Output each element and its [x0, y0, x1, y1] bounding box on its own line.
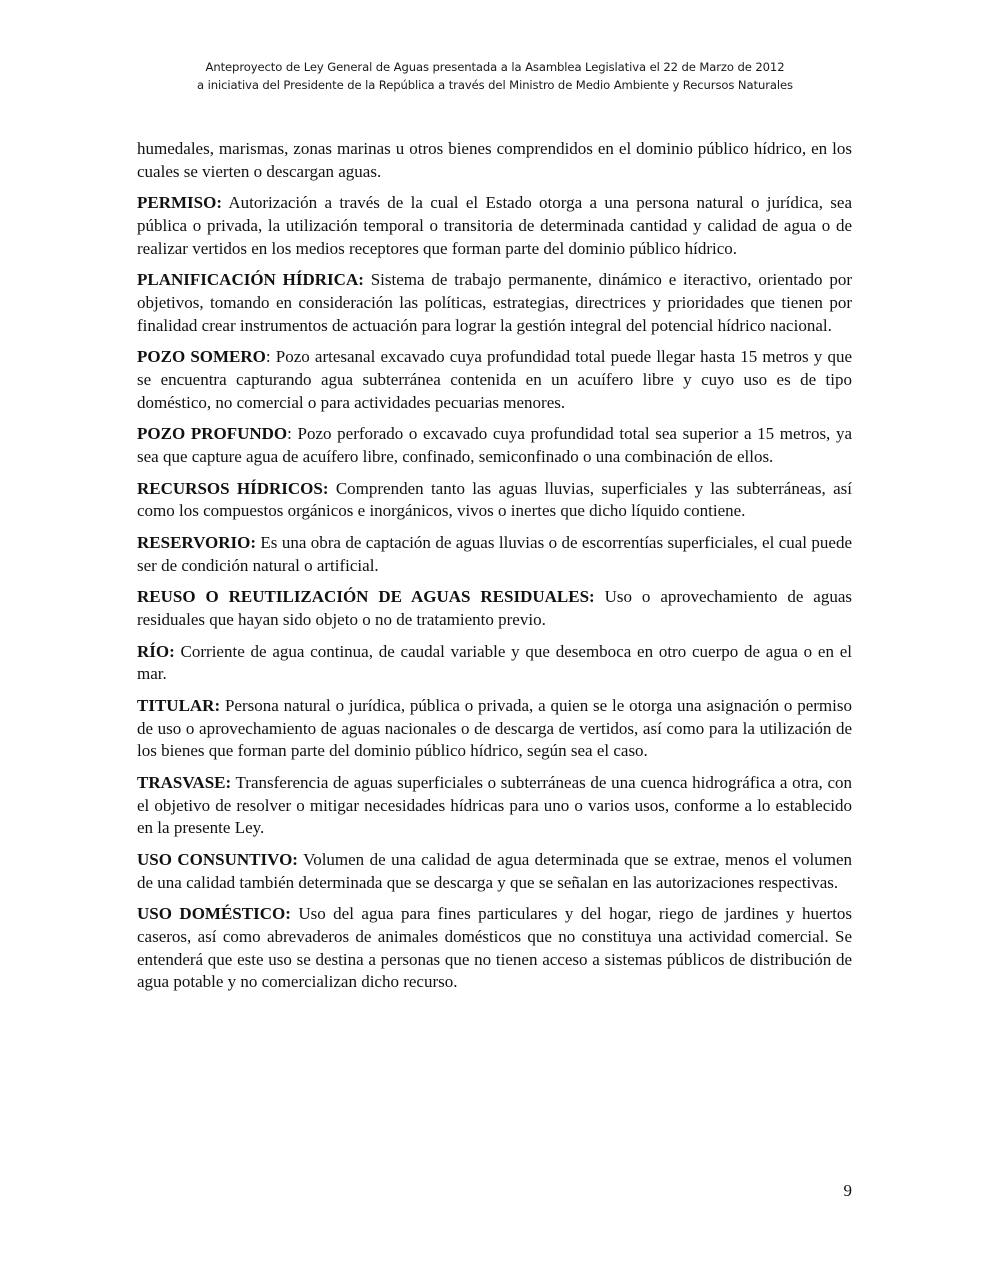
definition-term: RÍO: — [137, 641, 175, 661]
definition-term: RESERVORIO: — [137, 533, 257, 553]
definition-term: USO DOMÉSTICO: — [137, 904, 291, 924]
definition-text: Persona natural o jurídica, pública o privada, a quien se le otorga una asignación o permiso de uso o aprovechamiento de aguas nacionales o de descarga de vertidos, así como para la utilización de los bienes que forman parte del dominio público hídrico, según sea el caso. — [137, 696, 852, 761]
definition-term: POZO PROFUNDO — [137, 424, 288, 444]
definition-term: PLANIFICACIÓN HÍDRICA: — [137, 270, 364, 290]
page-header — [0, 58, 990, 94]
definition-pozo-profundo — [137, 423, 852, 468]
definition-term: USO CONSUNTIVO: — [137, 850, 298, 870]
definition-rio — [137, 641, 852, 686]
definition-text: Comprenden tanto las aguas lluvias, superficiales y las subterráneas, así como los compuestos orgánicos e inorgánicos, vivos o inertes que dicho líquido contiene. — [137, 478, 852, 521]
definition-text: Transferencia de aguas superficiales o subterráneas de una cuenca hidrográfica a otra, con el objetivo de resolver o mitigar necesidades hídricas para uno o varios usos, conforme a lo establecido en la presente Ley. — [137, 773, 852, 838]
definition-text: : Pozo artesanal excavado cuya profundidad total puede llegar hasta 15 metros y que se encuentra capturando agua subterránea contenida en un acuífero libre y cuyo uso es de tipo doméstico, no comercial o para actividades pecuarias menores. — [137, 347, 853, 412]
definition-permiso — [137, 192, 852, 260]
definition-planificacion-hidrica — [137, 269, 852, 337]
page-number: 9 — [843, 1181, 852, 1200]
definition-text: Sistema de trabajo permanente, dinámico e iteractivo, orientado por objetivos, tomando en consideración las políticas, estrategias, directrices y prioridades que tienen por finalidad crear instrumentos de actuación para lograr la gestión integral del potencial hídrico nacional. — [137, 270, 853, 335]
definition-term: PERMISO: — [137, 193, 222, 213]
definition-text: Uso del agua para fines particulares y del hogar, riego de jardines y huertos caseros, así como abrevaderos de animales domésticos que no constituya una actividad comercial. Se entenderá que este uso se destina a personas que no tienen acceso a sistemas públicos de distribución de agua potable y no comercializan dicho recurso. — [137, 904, 852, 992]
definition-recursos-hidricos — [137, 478, 852, 523]
header-line-1: Anteproyecto de Ley General de Aguas presentada a la Asamblea Legislativa el 22 de Marzo de 2012 — [205, 60, 785, 74]
definition-titular — [137, 695, 852, 763]
definition-trasvase — [137, 772, 852, 840]
header-line-2: a iniciativa del Presidente de la República a través del Ministro de Medio Ambiente y Recursos Naturales — [197, 78, 793, 92]
definition-text: Corriente de agua continua, de caudal variable y que desemboca en otro cuerpo de agua o en el mar. — [137, 641, 852, 684]
definition-reuso — [137, 586, 852, 631]
definition-text: Volumen de una calidad de agua determinada que se extrae, menos el volumen de una calidad también determinada que se descarga y que se señalan en las autorizaciones respectivas. — [137, 850, 853, 892]
continuation-paragraph: humedales, marismas, zonas marinas u otros bienes comprendidos en el dominio público hídrico, en los cuales se vierten o descargan aguas. — [137, 139, 852, 181]
definition-term: TRASVASE: — [137, 773, 232, 793]
definition-term: TITULAR: — [137, 696, 221, 716]
definition-term: RECURSOS HÍDRICOS: — [137, 478, 329, 498]
definition-term: REUSO O REUTILIZACIÓN DE AGUAS RESIDUALES: — [137, 587, 595, 607]
definition-pozo-somero — [137, 346, 852, 414]
document-body — [137, 138, 852, 1003]
definition-reservorio — [137, 532, 852, 577]
definition-text: : Pozo perforado o excavado cuya profundidad total sea superior a 15 metros, ya sea que capture agua de acuífero libre, confinado, semiconfinado o una combinación de ellos. — [137, 424, 852, 466]
definition-text: Uso o aprovechamiento de aguas residuales que hayan sido objeto o no de tratamiento previo. — [137, 587, 852, 629]
definition-text: Autorización a través de la cual el Estado otorga a una persona natural o jurídica, sea pública o privada, la utilización temporal o transitoria de determinada cantidad y calidad de agua o de realizar vertidos en los medios receptores que forman parte del dominio público hídrico. — [137, 193, 852, 258]
definition-uso-consuntivo — [137, 849, 852, 894]
definition-uso-domestico — [137, 903, 852, 993]
definition-term: POZO SOMERO — [137, 347, 266, 367]
definition-text: Es una obra de captación de aguas lluvias o de escorrentías superficiales, el cual puede ser de condición natural o artificial. — [137, 533, 852, 575]
